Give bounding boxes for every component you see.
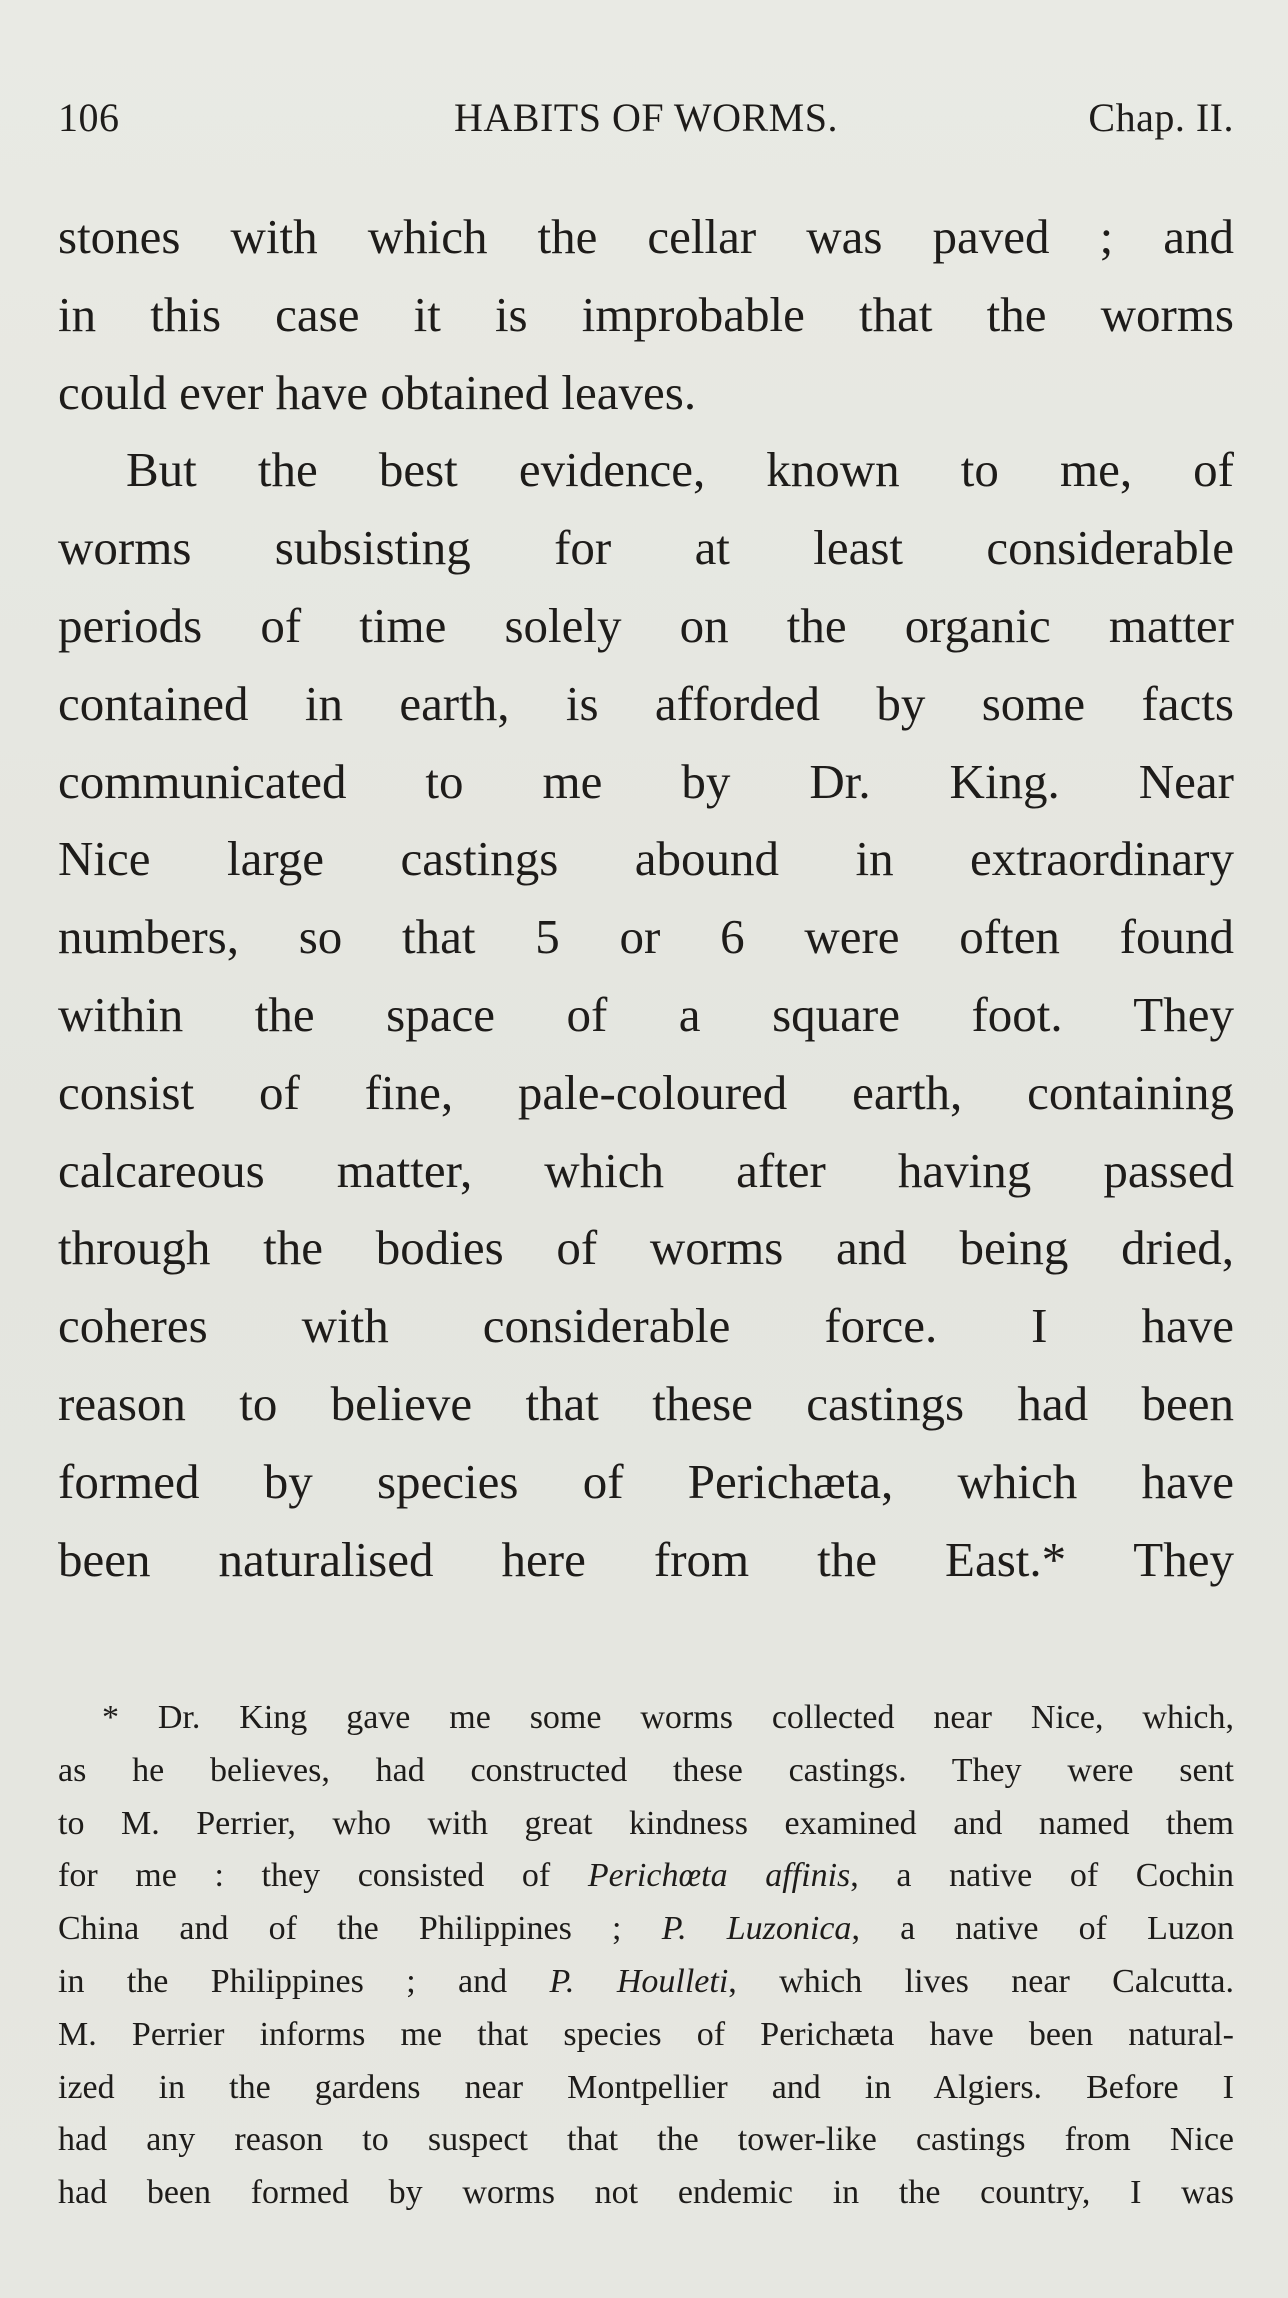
footnote-line: as he believes, had constructed these castings. They were sent (58, 1751, 1234, 1789)
species-name: P. Luzonica (661, 1910, 852, 1948)
footnote-line: to M. Perrier, who with great kindness examined and named them (58, 1804, 1234, 1842)
species-name: P. Houlleti (549, 1962, 729, 2000)
footnote-text: China and of the Philippines ; (58, 1910, 662, 1948)
text-line: coheres with considerable force. I have (58, 1298, 1234, 1354)
footnote-line: M. Perrier informs me that species of Perichæta have been natural- (58, 2015, 1234, 2053)
page-number: 106 (58, 95, 120, 140)
footnote-line (58, 1850, 1234, 1903)
chapter-label: Chap. II. (1088, 95, 1234, 140)
body-text (58, 198, 1234, 1598)
text-line: calcareous matter, which after having passed (58, 1142, 1234, 1198)
footnote-line (58, 1903, 1234, 1956)
text-line: communicated to me by Dr. King. Near (58, 753, 1234, 809)
text-line: But the best evidence, known to me, of (126, 442, 1234, 498)
text-line: stones with which the cellar was paved ; and (58, 209, 1234, 264)
footnote-text: for me : they consisted of (58, 1857, 588, 1895)
text-line: worms subsisting for at least considerable (58, 520, 1234, 576)
text-line: periods of time solely on the organic matter (58, 597, 1234, 653)
text-line: formed by species of Perichæta, which have (58, 1453, 1234, 1509)
text-line: within the space of a square foot. They (58, 986, 1234, 1042)
text-line: Nice large castings abound in extraordinary (58, 831, 1234, 887)
footnote-text: , a native of Luzon (851, 1910, 1234, 1948)
footnote-line: ized in the gardens near Montpellier and in Algiers. Before I (58, 2068, 1234, 2106)
text-line: could ever have obtained leaves. (58, 364, 697, 420)
footnote-text: , a native of Cochin (850, 1857, 1234, 1895)
running-title: HABITS OF WORMS. (454, 95, 838, 140)
species-name: Perichœta affinis (587, 1857, 851, 1895)
text-line: been naturalised here from the East.* They (58, 1531, 1234, 1587)
running-head (58, 88, 1234, 148)
text-line: in this case it is improbable that the worms (58, 286, 1234, 342)
footnote-line: * Dr. King gave me some worms collected near Nice, which, (102, 1699, 1234, 1736)
text-line: numbers, so that 5 or 6 were often found (58, 909, 1234, 965)
footnote (58, 1692, 1234, 2220)
footnote-text: in the Philippines ; and (58, 1962, 550, 2000)
footnote-line (58, 1956, 1234, 2009)
footnote-line: had any reason to suspect that the tower-like castings from Nice (58, 2121, 1234, 2159)
footnote-text: , which lives near Calcutta. (728, 1962, 1234, 2000)
text-line: reason to believe that these castings had been (58, 1375, 1234, 1431)
footnote-line: had been formed by worms not endemic in the country, I was (58, 2174, 1234, 2212)
text-line: consist of fine, pale-coloured earth, containing (58, 1064, 1234, 1120)
text-line: contained in earth, is afforded by some facts (58, 675, 1234, 731)
text-line: through the bodies of worms and being dried, (58, 1220, 1234, 1276)
